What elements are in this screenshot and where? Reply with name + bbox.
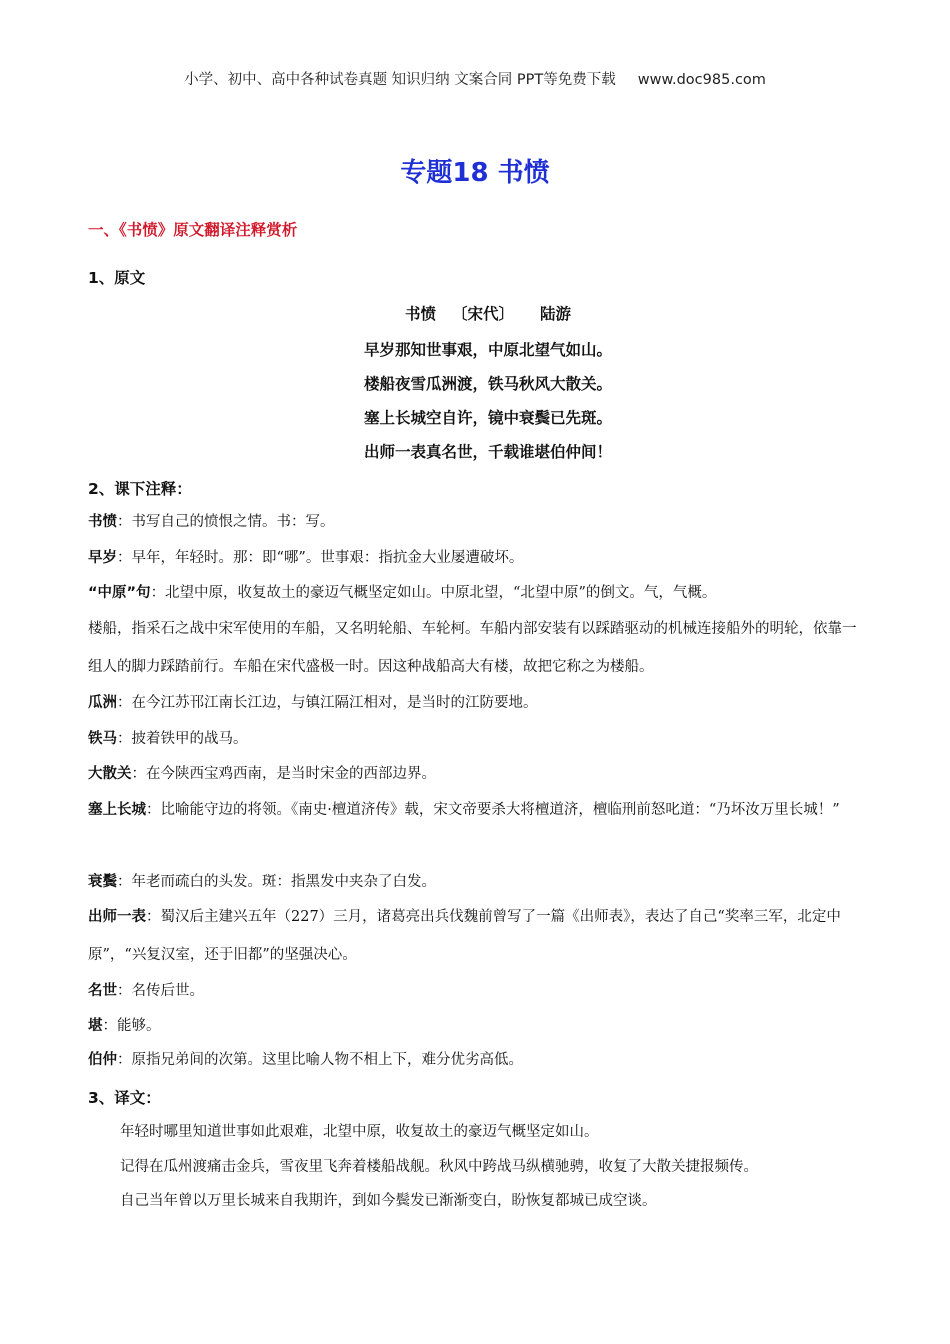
poem-line: 塞上长城空自许，镜中衰鬓已先斑。	[363, 409, 612, 427]
note-term: 名世	[88, 983, 117, 999]
part-heading-original: 1、原文	[88, 269, 146, 287]
page-header	[0, 68, 950, 89]
note-item	[88, 610, 868, 686]
part-heading-translation: 3、译文：	[88, 1089, 161, 1107]
header-site-link[interactable]: www.doc985.com	[637, 72, 766, 88]
note-term: “中原”句	[88, 585, 151, 601]
note-text: ：早年，年轻时。那：即“哪”。世事艰：指抗金大业屡遭破坏。	[117, 550, 524, 566]
note-text: ：蜀汉后主建兴五年（227）三月，诸葛亮出兵伐魏前曾写了一篇《出师表》，表达了自己“奖率三军，北定中原”，“兴复汉室，还于旧都”的坚强决心。	[88, 909, 841, 963]
note-item	[88, 1042, 868, 1078]
note-text: ：年老而疏白的头发。斑：指黑发中夹杂了白发。	[117, 874, 436, 890]
note-text: ：比喻能守边的将领。《南史·檀道济传》载，宋文帝要杀大将檀道济，檀临刑前怒叱道：“乃坏汝万里长城！”	[146, 802, 840, 818]
header-text: 小学、初中、高中各种试卷真题 知识归纳 文案合同 PPT等免费下载	[184, 72, 616, 88]
note-term: 衰鬓	[88, 874, 117, 890]
note-item	[88, 864, 868, 900]
poem-dynasty: 〔宋代〕	[451, 305, 514, 323]
poem-title: 书愤	[404, 305, 436, 323]
note-item	[88, 504, 868, 540]
note-term: 早岁	[88, 550, 117, 566]
note-item	[88, 973, 868, 1009]
poem-title-line	[0, 302, 950, 324]
translation-paragraph: 年轻时哪里知道世事如此艰难，北望中原，收复故土的豪迈气概坚定如山。	[120, 1124, 599, 1140]
note-item	[88, 540, 868, 576]
poem-line: 早岁那知世事艰，中原北望气如山。	[363, 341, 612, 359]
note-term: 出师一表	[88, 909, 146, 925]
translation-paragraph: 自己当年曾以万里长城来自我期许，到如今鬓发已渐渐变白，盼恢复都城已成空谈。	[120, 1193, 657, 1209]
note-item	[88, 685, 868, 721]
note-term: 书愤	[88, 514, 117, 530]
note-term: 堪	[88, 1018, 103, 1034]
poem-line: 楼船夜雪瓜洲渡，铁马秋风大散关。	[363, 375, 612, 393]
note-text: ：原指兄弟间的次第。这里比喻人物不相上下，难分优劣高低。	[117, 1052, 523, 1068]
note-text: ：在今陕西宝鸡西南，是当时宋金的西部边界。	[131, 766, 436, 782]
note-text: ：名传后世。	[117, 983, 204, 999]
note-item	[88, 791, 868, 829]
note-text: ：能够。	[102, 1018, 161, 1034]
note-text: ：书写自己的愤恨之情。书：写。	[117, 514, 335, 530]
note-item	[88, 721, 868, 757]
note-text: ：在今江苏邗江南长江边，与镇江隔江相对，是当时的江防要地。	[117, 695, 538, 711]
note-text: ：披着铁甲的战马。	[117, 731, 248, 747]
note-term: 铁马	[88, 731, 117, 747]
note-term: 伯仲	[88, 1052, 117, 1068]
note-text: ：北望中原，收复故土的豪迈气概坚定如山。中原北望，“北望中原”的倒文。气，气概。	[150, 585, 717, 601]
note-item	[88, 898, 868, 974]
note-item	[88, 1008, 868, 1044]
page-title: 专题18 书愤	[400, 158, 550, 188]
note-term: 大散关	[88, 766, 132, 782]
note-item	[88, 756, 868, 792]
note-item	[88, 575, 868, 611]
translation-paragraph: 记得在瓜州渡痛击金兵，雪夜里飞奔着楼船战舰。秋风中跨战马纵横驰骋，收复了大散关捷报频传。	[120, 1159, 758, 1175]
note-term: 瓜洲	[88, 695, 117, 711]
note-term: 塞上长城	[88, 802, 146, 818]
poem-author: 陆游	[540, 305, 572, 323]
poem-line: 出师一表真名世，千载谁堪伯仲间！	[363, 443, 612, 461]
note-text: 楼船，指采石之战中宋军使用的车船，又名明轮船、车轮柯。车船内部安装有以踩踏驱动的机械连接船外的明轮，依靠一组人的脚力踩踏前行。车船在宋代盛极一时。因这种战船高大有楼，故把它称之为楼船。	[88, 621, 857, 675]
part-heading-notes: 2、课下注释：	[88, 480, 192, 498]
section-heading-1: 一、《书愤》原文翻译注释赏析	[88, 221, 298, 239]
